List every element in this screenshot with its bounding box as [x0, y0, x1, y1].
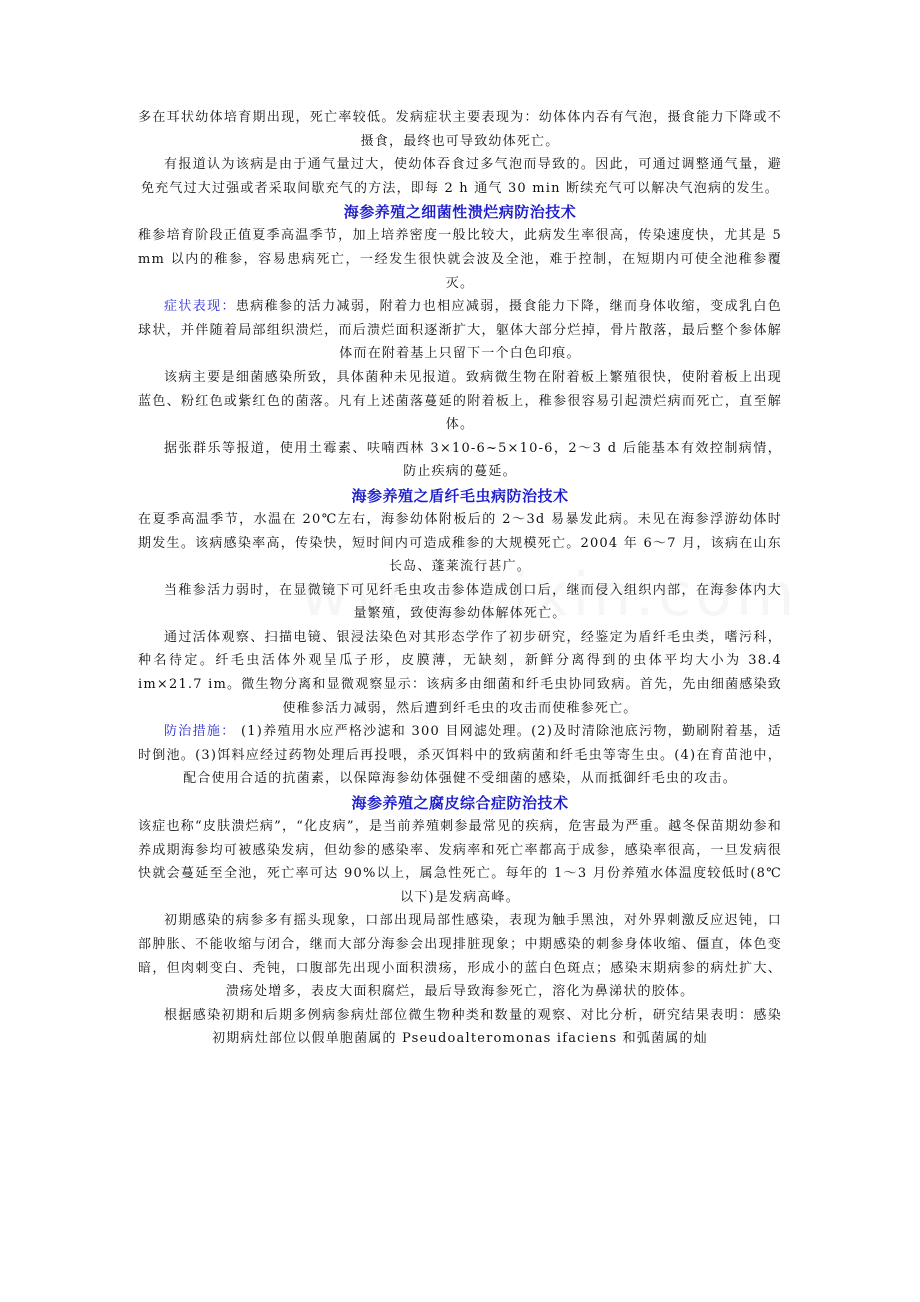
section-heading-ciliate: 海参养殖之盾纤毛虫病防治技术 — [351, 486, 569, 505]
document-body — [138, 106, 782, 1051]
paragraph-text: 稚参培育阶段正值夏季高温季节，加上培养密度一般比较大，此病发生率很高，传染速度快，尤其是 5 mm 以内的稚参，容易患病死亡，一经发生很快就会波及全池，难于控制，在短期内可使全池稚参覆灭。 — [138, 228, 782, 291]
paragraph-9 — [138, 579, 782, 626]
paragraph-text: 初期感染的病参多有摇头现象，口部出现局部性感染，表现为触手黑浊，对外界刺激反应迟钝，口部肿胀、不能收缩与闭合，继而大部分海参会出现排脏现象；中期感染的刺参身体收缩、僵直，体色变暗，但肉刺变白、秃钝，口腹部先出现小面积溃疡，形成小的蓝白色斑点；感染末期病参的病灶扩大、溃疡处增多，表皮大面积腐烂，最后导致海参死亡，溶化为鼻涕状的胶体。 — [138, 913, 782, 1000]
paragraph-text: 患病稚参的活力减弱，附着力也相应减弱，摄食能力下降，继而身体收缩，变成乳白色球状，并伴随着局部组织溃烂，而后溃烂面积逐渐扩大，躯体大部分烂掉，骨片散落，最后整个参体解体而在附着基上只留下一个白色印痕。 — [138, 299, 782, 362]
paragraph-text: 当稚参活力弱时，在显微镜下可见纤毛虫攻击参体造成创口后，继而侵入组织内部，在海参体内大量繁殖，致使海参幼体解体死亡。 — [164, 582, 782, 622]
paragraph-1 — [138, 106, 782, 153]
paragraph-6 — [138, 437, 782, 484]
paragraph-text: 通过活体观察、扫描电镜、银浸法染色对其形态学作了初步研究，经鉴定为盾纤毛虫类，嗜污科，种名待定。纤毛虫活体外观呈瓜子形，皮膜薄，无缺刻，新鲜分离得到的虫体平均大小为 38.4 im×21.7 im。微生物分离和显微观察显示：该病多由细菌和纤毛虫协同致病。首先，先由细菌感染致使稚参活力减弱，然后遭到纤毛虫的攻击而使稚参死亡。 — [138, 629, 782, 716]
paragraph-text: 该病主要是细菌感染所致，具体菌种未见报道。致病微生物在附着板上繁殖很快，使附着板上出现蓝色、粉红色或紫红色的菌落。凡有上述菌落蔓延的附着板上，稚参很容易引起溃烂病而死亡，直至解体。 — [138, 369, 782, 433]
paragraph-text: 有报道认为该病是由于通气量过大，使幼体吞食过多气泡而导致的。因此，可通过调整通气量，避免充气过大过强或者采取间歇充气的方法，即每 2 h 通气 30 min 断续充气可以解决气泡病的发生。 — [140, 157, 782, 196]
paragraph-5 — [138, 366, 782, 437]
paragraph-10 — [138, 626, 782, 720]
paragraph-text: 据张群乐等报道，使用土霉素、呋喃西林 3×10-6~5×10-6，2～3 d 后能基本有效控制病情，防止疾病的蔓延。 — [164, 440, 782, 480]
prevention-label: 防治措施： — [164, 724, 236, 740]
paragraph-text: 在夏季高温季节，水温在 20℃左右，海参幼体附板后的 2～3d 易暴发此病。未见在海参浮游幼体时期发生。该病感染率高，传染快，短时间内可造成稚参的大规模死亡。2004 年 6～7 月，该病在山东长岛、蓬莱流行甚广。 — [138, 511, 782, 575]
paragraph-3 — [138, 224, 782, 295]
paragraph-prevention — [138, 720, 782, 791]
paragraph-8 — [138, 508, 782, 579]
paragraph-text: (1)养殖用水应严格沙滤和 300 目网滤处理。(2)及时清除池底污物，勤刷附着基，适时倒池。(3)饵料应经过药物处理后再投喂，杀灭饵料中的致病菌和纤毛虫等寄生虫。(4)在育苗池中，配合使用合适的抗菌素，以保障海参幼体强健不受细菌的感染，从而抵御纤毛虫的攻击。 — [138, 724, 782, 787]
paragraph-13 — [138, 815, 782, 909]
paragraph-text: 根据感染初期和后期多例病参病灶部位微生物种类和数量的观察、对比分析，研究结果表明：感染初期病灶部位以假单胞菌属的 Pseudoalteromonas ifaciens 和弧菌属的灿 — [164, 1007, 782, 1047]
paragraph-14 — [138, 909, 782, 1003]
paragraph-15 — [138, 1004, 782, 1051]
section-heading-skin-ulcer: 海参养殖之腐皮综合症防治技术 — [351, 794, 569, 813]
symptoms-label: 症状表现： — [164, 299, 236, 315]
section-heading-bacterial-ulcer: 海参养殖之细菌性溃烂病防治技术 — [343, 203, 577, 222]
paragraph-symptoms — [138, 295, 782, 366]
paragraph-text: 多在耳状幼体培育期出现，死亡率较低。发病症状主要表现为：幼体体内吞有气泡，摄食能力下降或不摄食，最终也可导致幼体死亡。 — [138, 110, 782, 149]
paragraph-text: 该症也称“皮肤溃烂病”，“化皮病”，是当前养殖刺参最常见的疾病，危害最为严重。越冬保苗期幼参和养成期海参均可被感染发病，但幼参的感染率、发病率和死亡率都高于成参，感染率很高，一旦发病很快就会蔓延至全池，死亡率可达 90%以上，属急性死亡。每年的 1～3 月份养殖水体温度较低时(8℃以下)是发病高峰。 — [138, 819, 782, 905]
paragraph-2 — [138, 153, 782, 200]
